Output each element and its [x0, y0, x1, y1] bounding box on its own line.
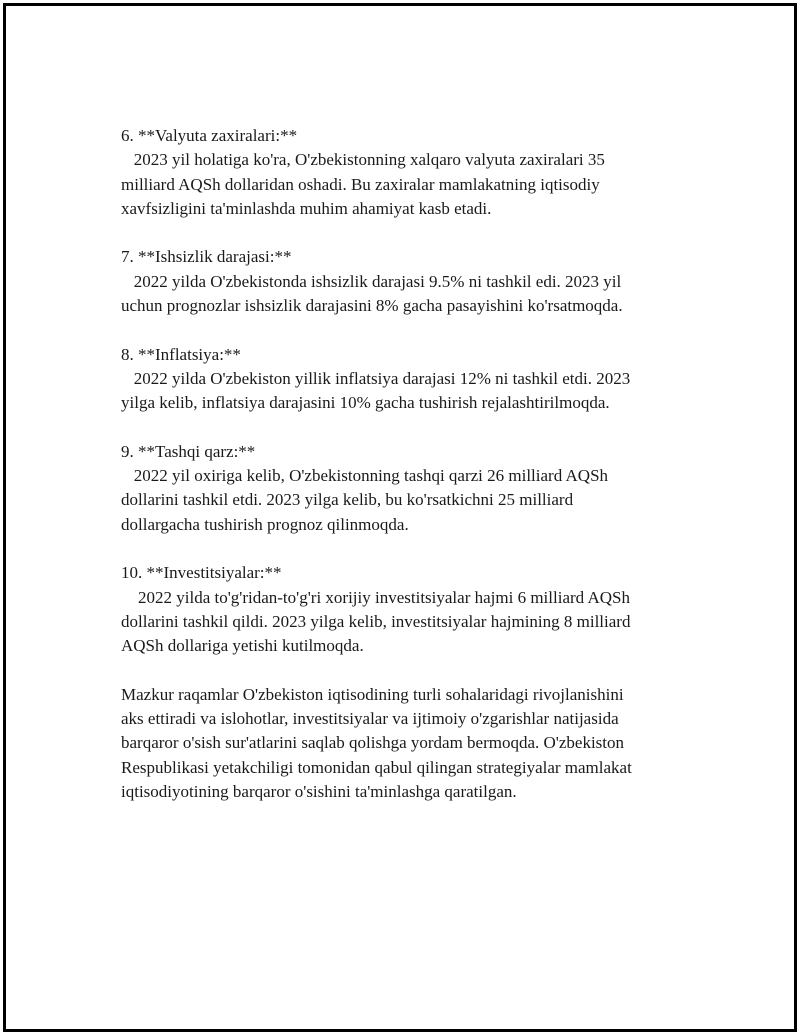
paragraph-line: yilga kelib, inflatsiya darajasini 10% gacha tushirish rejalashtirilmoqda. [121, 393, 610, 413]
paragraph-line: aks ettiradi va islohotlar, investitsiyalar va ijtimoiy o'zgarishlar natijasida [121, 709, 619, 729]
section-heading: 9. **Tashqi qarz:** [121, 441, 256, 461]
paragraph-line: Respublikasi yetakchiligi tomonidan qabul qilingan strategiyalar mamlakat [121, 757, 632, 777]
section-tashqi-qarz [121, 440, 701, 537]
paragraph-line: 2022 yil oxiriga kelib, O'zbekistonning tashqi qarzi 26 milliard AQSh [121, 466, 609, 486]
section-ishsizlik-darajasi [121, 245, 701, 318]
paragraph-line: AQSh dollariga yetishi kutilmoqda. [121, 636, 364, 656]
section-inflatsiya [121, 343, 701, 416]
paragraph-line: 2022 yilda O'zbekistonda ishsizlik darajasi 9.5% ni tashkil edi. 2023 yil [121, 271, 622, 291]
paragraph-line: barqaror o'sish sur'atlarini saqlab qolishga yordam bermoqda. O'zbekiston [121, 733, 625, 753]
paragraph-line: dollarini tashkil qildi. 2023 yilga kelib, investitsiyalar hajmining 8 milliard [121, 611, 631, 631]
page-frame [3, 3, 797, 1032]
document-body [121, 124, 701, 829]
section-heading: 10. **Investitsiyalar:** [121, 563, 282, 583]
section-investitsiyalar [121, 561, 701, 658]
paragraph-line: 2022 yilda O'zbekiston yillik inflatsiya darajasi 12% ni tashkil etdi. 2023 [121, 368, 631, 388]
section-heading: 8. **Inflatsiya:** [121, 344, 241, 364]
paragraph-line: iqtisodiyotining barqaror o'sishini ta'minlashga qaratilgan. [121, 782, 517, 802]
paragraph-line: xavfsizligini ta'minlashda muhim ahamiyat kasb etadi. [121, 198, 492, 218]
section-valyuta-zaxiralari [121, 124, 701, 221]
section-heading: 6. **Valyuta zaxiralari:** [121, 126, 298, 145]
paragraph-line: dollarini tashkil etdi. 2023 yilga kelib, bu ko'rsatkichni 25 milliard [121, 490, 574, 510]
paragraph-line: Mazkur raqamlar O'zbekiston iqtisodining turli sohalaridagi rivojlanishini [121, 684, 624, 704]
paragraph-line: 2022 yilda to'g'ridan-to'g'ri xorijiy investitsiyalar hajmi 6 milliard AQSh [121, 587, 630, 607]
paragraph-line: dollargacha tushirish prognoz qilinmoqda. [121, 514, 409, 534]
paragraph-line: uchun prognozlar ishsizlik darajasini 8% gacha pasayishini ko'rsatmoqda. [121, 296, 623, 316]
paragraph-line: milliard AQSh dollaridan oshadi. Bu zaxiralar mamlakatning iqtisodiy [121, 174, 600, 194]
paragraph-line: 2023 yil holatiga ko'ra, O'zbekistonning xalqaro valyuta zaxiralari 35 [121, 150, 605, 170]
closing-paragraph [121, 683, 701, 804]
section-heading: 7. **Ishsizlik darajasi:** [121, 247, 292, 267]
